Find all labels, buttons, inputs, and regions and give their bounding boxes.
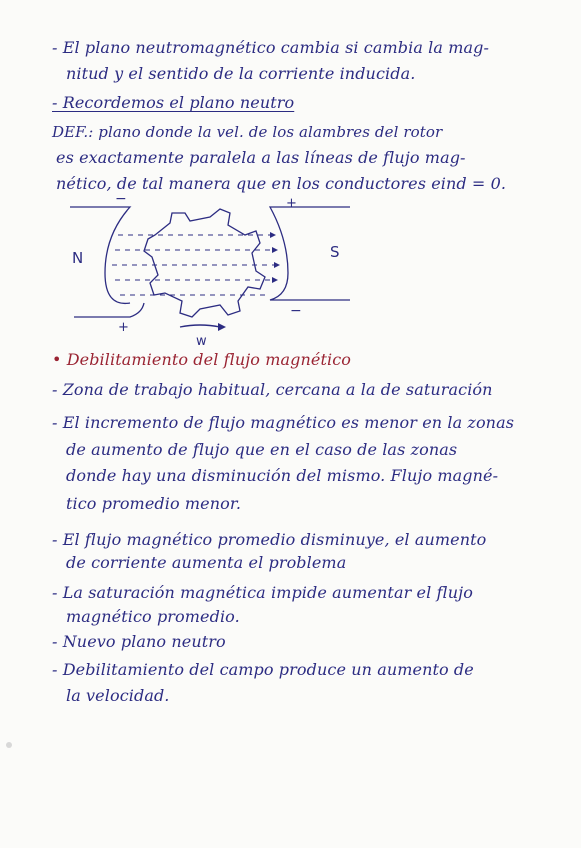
definition-line: DEF.: plano donde la vel. de los alambres del rotor bbox=[52, 123, 443, 141]
note-line: - Nuevo plano neutro bbox=[52, 632, 226, 651]
rotation-arrow bbox=[180, 325, 220, 327]
sign-label: + bbox=[118, 320, 129, 335]
definition-line: es exactamente paralela a las líneas de flujo mag- bbox=[56, 148, 466, 167]
flux-arrowheads bbox=[270, 232, 280, 283]
sign-label: − bbox=[290, 303, 302, 319]
note-line: magnético promedio. bbox=[66, 607, 240, 626]
note-line: nitud y el sentido de la corriente inducida. bbox=[66, 64, 416, 83]
note-line bbox=[52, 93, 294, 113]
sign-label: − bbox=[115, 195, 127, 207]
section-heading: • Debilitamiento del flujo magnético bbox=[52, 350, 351, 369]
definition-line: nético, de tal manera que en los conductores eind = 0. bbox=[56, 174, 507, 193]
paper-mark bbox=[6, 742, 12, 748]
dc-machine-diagram bbox=[60, 195, 380, 350]
south-pole-label: S bbox=[330, 243, 340, 261]
note-line: tico promedio menor. bbox=[66, 494, 242, 513]
note-line: la velocidad. bbox=[66, 686, 170, 705]
omega-label: w bbox=[196, 334, 207, 349]
note-line: - El flujo magnético promedio disminuye, el aumento bbox=[52, 530, 487, 549]
note-line: - El incremento de flujo magnético es menor en la zonas bbox=[52, 413, 515, 432]
rotation-arrowhead bbox=[218, 323, 226, 331]
flux-lines bbox=[112, 235, 274, 295]
note-line: de aumento de flujo que en el caso de las zonas bbox=[66, 440, 458, 459]
note-line: - El plano neutromagnético cambia si cambia la mag- bbox=[52, 38, 489, 57]
note-line: donde hay una disminución del mismo. Flujo magné- bbox=[66, 466, 499, 485]
note-line: - Zona de trabajo habitual, cercana a la de saturación bbox=[52, 380, 493, 399]
note-line: - Debilitamiento del campo produce un aumento de bbox=[52, 660, 474, 679]
note-line: de corriente aumenta el problema bbox=[66, 553, 347, 572]
north-pole-label: N bbox=[72, 249, 84, 267]
sign-label: + bbox=[286, 196, 297, 211]
note-line: - La saturación magnética impide aumentar el flujo bbox=[52, 583, 473, 602]
note-text: - Recordemos el plano neutro bbox=[52, 93, 295, 112]
rotor-shape bbox=[144, 209, 265, 317]
